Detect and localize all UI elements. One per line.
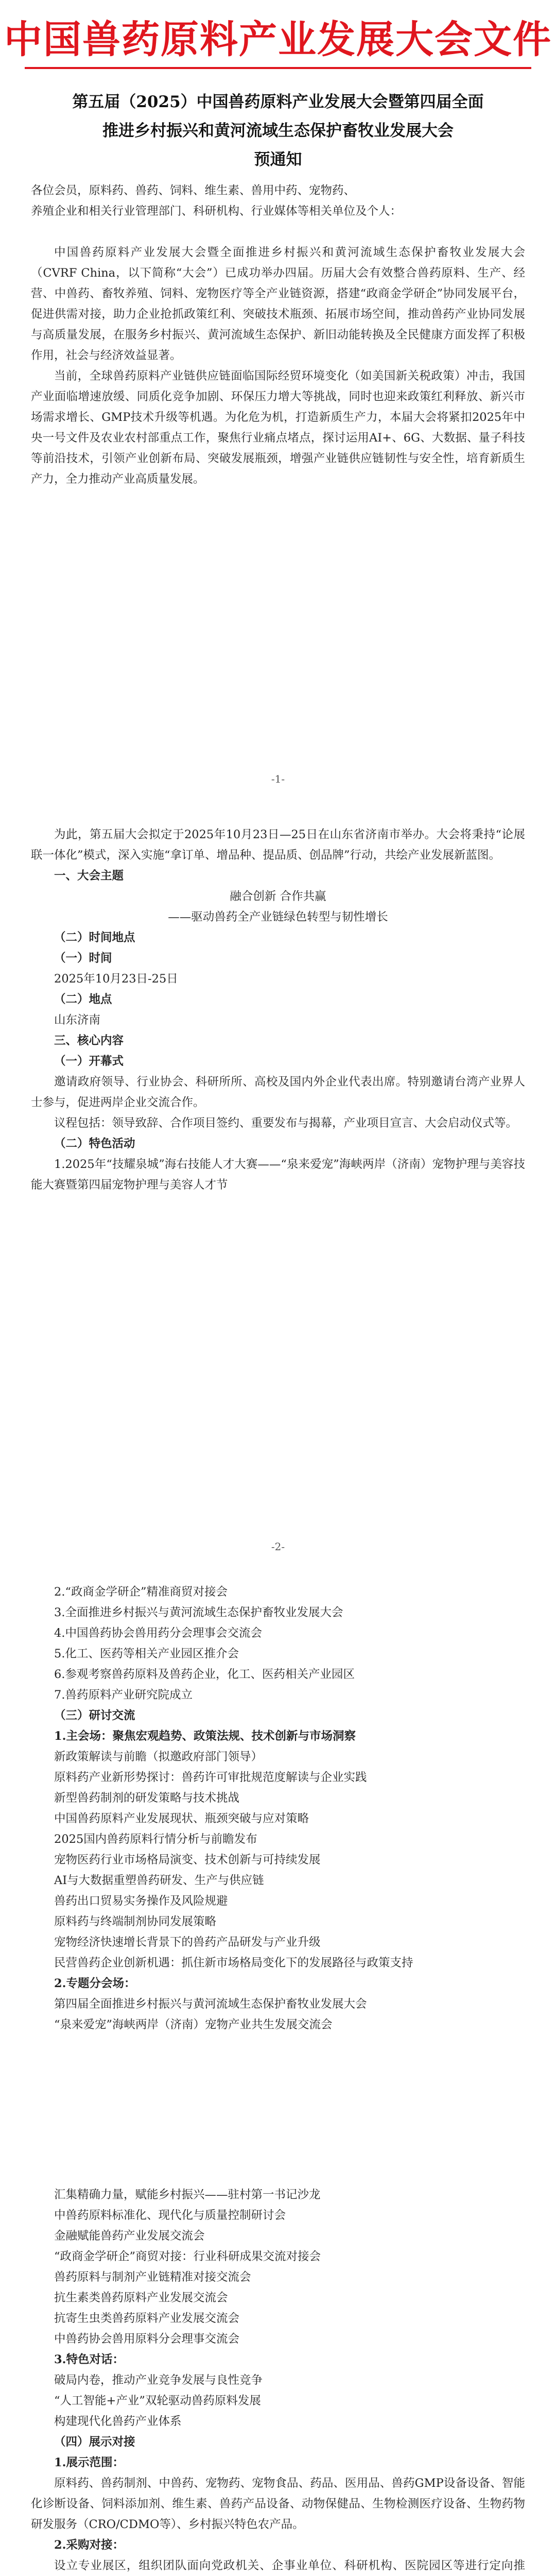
forum-sub-item: 中兽药协会兽用原料分会理事交流会: [54, 2332, 240, 2346]
show-scope-heading: 1.展示范围：: [54, 2456, 124, 2469]
page-1-body: [31, 180, 525, 489]
forum-sub-item: 抗生素类兽药原料产业发展交流会: [54, 2291, 228, 2304]
page-3-body: [31, 1582, 525, 2035]
forum-heading: （三）研讨交流: [54, 1709, 135, 1722]
forum-main-item: 2025国内兽药原料行情分析与前瞻发布: [54, 1833, 257, 1846]
special-activity-2: 2.“政商金学研企”精准商贸对接会: [54, 1585, 228, 1599]
show-scope-text: 原料药、兽药制剂、中兽药、宠物药、宠物食品、药品、医用品、兽药GMP设备设备、智能化诊断设备、饲料添加剂、维生素、兽药产品设备、动物保健品、生物检测医疗设备、生物药物研发服务（CRO/CDMO等）、乡村振兴特色农产品。: [31, 2477, 525, 2531]
intro-paragraph-1: 中国兽药原料产业发展大会暨全面推进乡村振兴和黄河流域生态保护畜牧业发展大会（CVRF China，以下简称“大会”）已成功举办四届。历届大会有效整合兽药原料、生产、经营、中兽药、畜牧养殖、饲料、宠物医疗等全产业链资源，搭建“政商金学研企”协同发展平台，促进供需对接，助力企业抢抓政策红利、突破技术瓶颈、拓展市场空间，推动兽药产业协同发展与高质量发展，在服务乡村振兴、黄河流域生态保护、新旧动能转换及全民健康方面发挥了积极作用，社会与经济效益显著。: [31, 246, 525, 362]
procurement-text: 设立专业展区，组织团队面向党政机关、企事业单位、科研机构、医院园区等进行定向推: [54, 2559, 525, 2572]
section-2-heading: （二）时间地点: [54, 931, 135, 944]
feature-dialogue-heading: 3.特色对话：: [54, 2353, 124, 2366]
procurement-heading: 2.采购对接：: [54, 2538, 124, 2552]
forum-sub-item: 第四届全面推进乡村振兴与黄河流域生态保护畜牧业发展大会: [54, 1997, 367, 2011]
forum-main-item: AI与大数据重塑兽药研发、生产与供应链: [54, 1874, 264, 1887]
forum-main-item: 宠物经济快速增长背景下的兽药产品研发与产业升级: [54, 1936, 321, 1949]
salutation-2: 养殖企业和相关行业管理部门、科研机构、行业媒体等相关单位及个人：: [31, 205, 402, 218]
forum-main-heading: 1.主会场：聚焦宏观趋势、政策法规、技术创新与市场洞察: [54, 1730, 356, 1743]
forum-main-item: 原料药产业新形势探讨：兽药许可审批规范度解读与企业实践: [54, 1771, 367, 1784]
expo-heading: （四）展示对接: [54, 2435, 135, 2449]
forum-main-item: 兽药出口贸易实务操作及风险规避: [54, 1894, 228, 1908]
forum-sub-item: “泉来爱宠”海峡两岸（济南）宠物产业共生发展交流会: [54, 2018, 333, 2031]
forum-sub-item: 抗寄生虫类兽药原料产业发展交流会: [54, 2312, 240, 2325]
forum-main-item: 中国兽药原料产业发展现状、瓶颈突破与应对策略: [54, 1812, 309, 1825]
theme-main: 融合创新 合作共赢: [230, 890, 326, 903]
section-3-heading: 三、核心内容: [54, 1034, 124, 1047]
forum-sub-heading: 2.专题分会场：: [54, 1977, 136, 1990]
page-number-2: -2-: [271, 1540, 285, 1553]
forum-main-item: 宠物医药行业市场格局演变、技术创新与可持续发展: [54, 1853, 321, 1867]
masthead-title: 中国兽药原料产业发展大会文件: [4, 18, 552, 62]
intro-paragraph-3: 为此，第五届大会拟定于2025年10月23日—25日在山东省济南市举办。大会将秉持“论展联一体化”模式，深入实施“拿订单、增品种、提品质、创品牌”行动，共绘产业发展新蓝图。: [31, 828, 525, 862]
page-2-body: [31, 824, 525, 1195]
forum-sub-item: 兽药原料与制剂产业链精准对接交流会: [54, 2270, 251, 2284]
special-activity-3: 3.全面推进乡村振兴与黄河流域生态保护畜牧业发展大会: [54, 1606, 343, 1619]
place-value: 山东济南: [54, 1013, 101, 1027]
page-3-body-cont: [31, 2184, 525, 2576]
special-activity-6: 6.参观考察兽药原料及兽药企业，化工、医药相关产业园区: [54, 1668, 355, 1681]
section-1-heading: 一、大会主题: [54, 869, 124, 883]
forum-main-item: 新型兽药制剂的研发策略与技术挑战: [54, 1791, 240, 1805]
title-line-3: 预通知: [254, 150, 302, 169]
forum-main-item: 原料药与终端制剂协同发展策略: [54, 1915, 217, 1928]
title-line-2: 推进乡村振兴和黄河流域生态保护畜牧业发展大会: [102, 122, 454, 140]
page-number-1: -1-: [271, 773, 285, 785]
time-value: 2025年10月23日-25日: [54, 972, 178, 986]
opening-heading: （一）开幕式: [54, 1055, 124, 1068]
theme-sub: ——驱动兽药全产业链绿色转型与韧性增长: [168, 910, 388, 924]
opening-paragraph-2: 议程包括：领导致辞、合作项目签约、重要发布与揭幕，产业项目宣言、大会启动仪式等。: [54, 1116, 518, 1130]
feature-item: 构建现代化兽药产业体系: [54, 2415, 182, 2428]
red-divider-line: [25, 67, 531, 69]
forum-sub-item: 汇集精确力量，赋能乡村振兴——驻村第一书记沙龙: [54, 2188, 321, 2201]
forum-main-item: 新政策解读与前瞻（拟邀政府部门领导）: [54, 1750, 263, 1764]
special-activity-1: 1.2025年“技耀泉城”海右技能人才大赛——“泉来爱宠”海峡两岸（济南）宠物护理与美容技能大赛暨第四届宠物护理与美容人才节: [31, 1158, 525, 1192]
place-heading: （二）地点: [54, 993, 112, 1006]
forum-sub-item: “政商金学研企”商贸对接：行业科研成果交流对接会: [54, 2250, 321, 2263]
forum-sub-item: 金融赋能兽药产业发展交流会: [54, 2229, 205, 2243]
forum-sub-item: 中兽药原料标准化、现代化与质量控制研讨会: [54, 2209, 286, 2222]
feature-item: “人工智能+产业”双轮驱动兽药原料发展: [54, 2394, 261, 2408]
document-title: [36, 88, 520, 174]
forum-main-item: 民营兽药企业创新机遇：抓住新市场格局变化下的发展路径与政策支持: [54, 1956, 413, 1970]
special-activity-5: 5.化工、医药等相关产业园区推介会: [54, 1647, 239, 1660]
special-activity-7: 7.兽药原料产业研究院成立: [54, 1688, 193, 1702]
feature-item: 破局内卷，推动产业竞争发展与良性竞争: [54, 2374, 263, 2387]
intro-paragraph-2: 当前，全球兽药原料产业链供应链面临国际经贸环境变化（如美国新关税政策）冲击，我国产业面临增速放缓、同质化竞争加剧、环保压力增大等挑战，同时也迎来政策红利释放、新兴市场需求增长、GMP技术升级等机遇。为化危为机，打造新质生产力，本届大会将紧扣2025年中央一号文件及农业农村部重点工作，聚焦行业痛点堵点，探讨运用AI+、6G、大数据、量子科技等前沿技术，引领产业创新布局、突破发展瓶颈，增强产业链供应链韧性与安全性，培育新质生产力，全力推动产业高质量发展。: [31, 369, 525, 486]
opening-paragraph-1: 邀请政府领导、行业协会、科研所所、高校及国内外企业代表出席。特别邀请台湾产业界人士参与，促进两岸企业交流合作。: [31, 1075, 525, 1109]
time-heading: （一）时间: [54, 952, 112, 965]
title-line-1: 第五届（2025）中国兽药原料产业发展大会暨第四届全面: [72, 93, 484, 111]
special-activities-heading: （二）特色活动: [54, 1137, 135, 1150]
special-activity-4: 4.中国兽药协会兽用药分会理事会交流会: [54, 1626, 262, 1640]
salutation: 各位会员，原料药、兽药、饲料、维生素、兽用中药、宠物药、: [31, 184, 356, 197]
